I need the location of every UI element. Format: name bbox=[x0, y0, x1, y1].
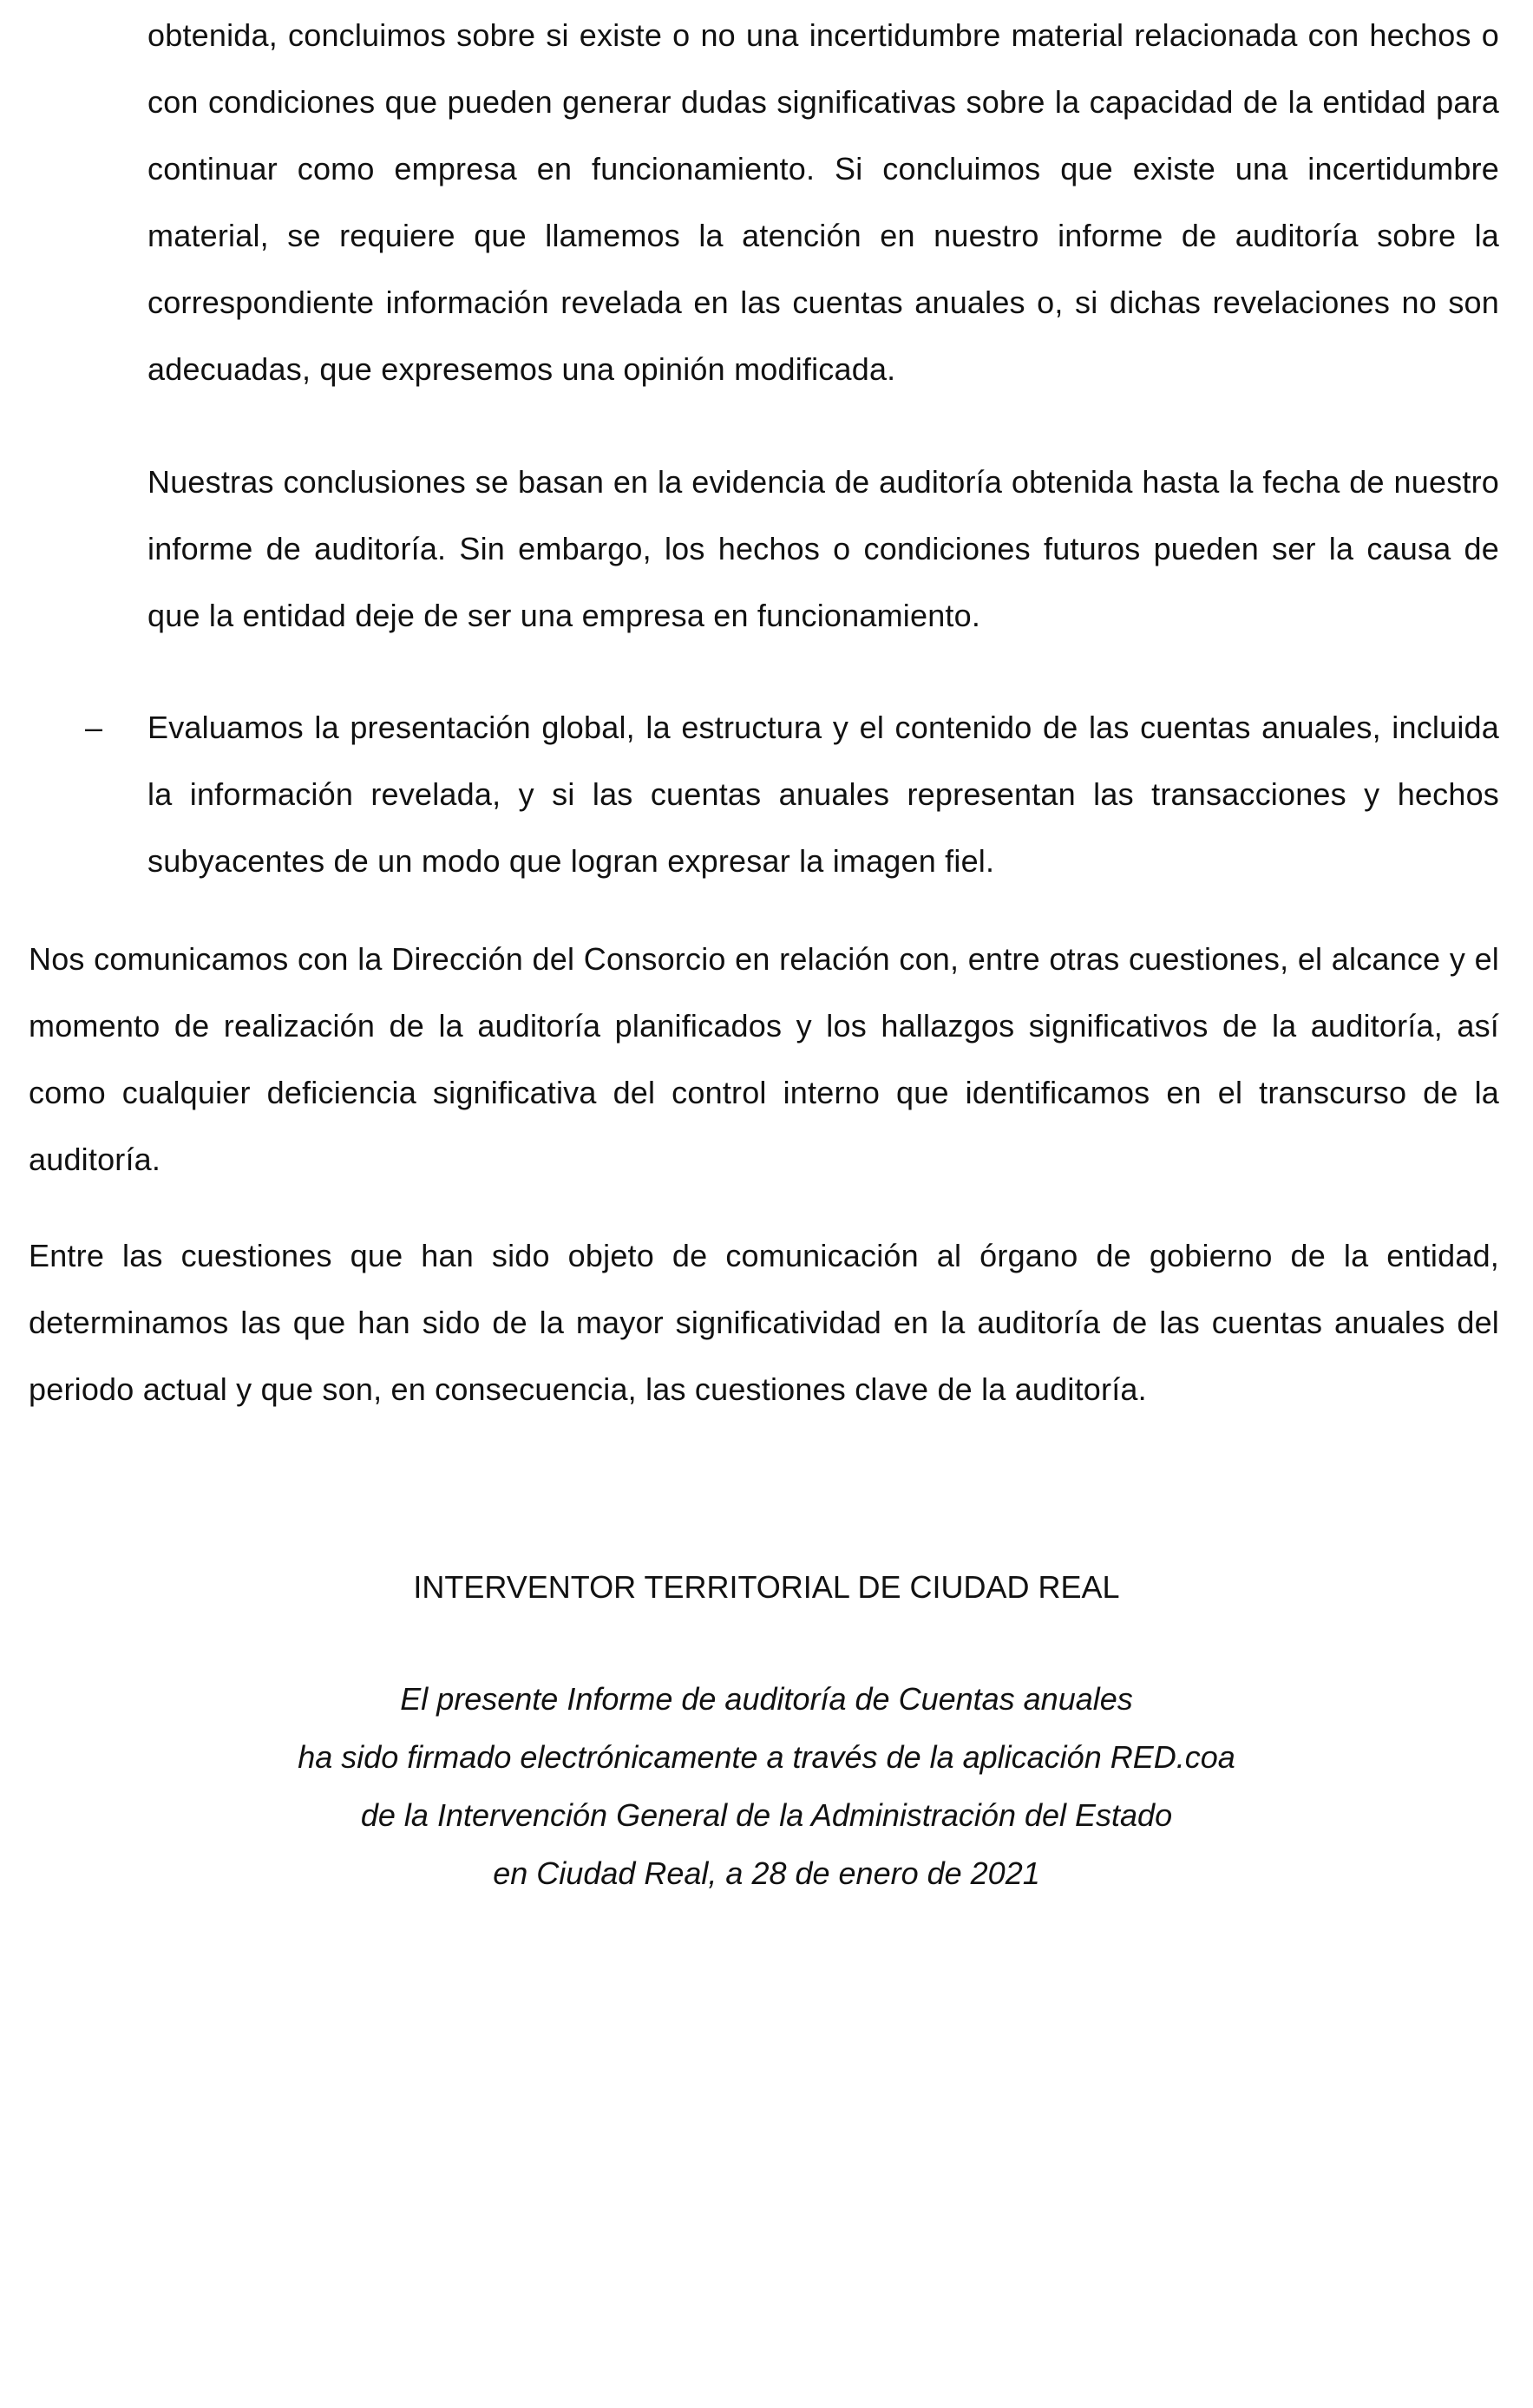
signer-title: INTERVENTOR TERRITORIAL DE CIUDAD REAL bbox=[413, 1569, 1120, 1605]
going-concern-paragraph: obtenida, concluimos sobre si existe o no una incertidumbre material relacionada con hechos o con condiciones que pueden generar dudas significativas sobre la capacidad de la entidad para continuar como empresa en funcionamiento. Si concluimos que existe una incertidumbre material, se requiere que llamemos la atención en nuestro informe de auditoría sobre la correspondiente información revelada en las cuentas anuales o, si dichas revelaciones no son adecuadas, que expresemos una opinión modificada. bbox=[147, 17, 1499, 387]
electronic-signature-note bbox=[0, 1670, 1533, 1902]
signature-note-line: El presente Informe de auditoría de Cuentas anuales bbox=[400, 1681, 1133, 1717]
conclusions-basis-paragraph: Nuestras conclusiones se basan en la evidencia de auditoría obtenida hasta la fecha de nuestro informe de auditoría. Sin embargo, los hechos o condiciones futuros pueden ser la causa de que la entidad deje de ser una empresa en funcionamiento. bbox=[147, 464, 1499, 633]
presentation-evaluation-paragraph: Evaluamos la presentación global, la estructura y el contenido de las cuentas anuales, incluida la información revelada, y si las cuentas anuales representan las transacciones y hechos subyacentes de un modo que logran expresar la imagen fiel. bbox=[147, 710, 1499, 879]
bullet-dash: – bbox=[85, 710, 103, 745]
signature-note-line: ha sido firmado electrónicamente a través de la aplicación RED.coa bbox=[298, 1739, 1235, 1775]
communication-paragraph: Nos comunicamos con la Dirección del Consorcio en relación con, entre otras cuestiones, el alcance y el momento de realización de la auditoría planificados y los hallazgos significativos de la auditoría, así como cualquier deficiencia significativa del control interno que identificamos en el transcurso de la auditoría. bbox=[29, 941, 1499, 1177]
signature-date-line: en Ciudad Real, a 28 de enero de 2021 bbox=[493, 1855, 1040, 1891]
key-matters-paragraph: Entre las cuestiones que han sido objeto de comunicación al órgano de gobierno de la entidad, determinamos las que han sido de la mayor significatividad en la auditoría de las cuentas anuales del periodo actual y que son, en consecuencia, las cuestiones clave de la auditoría. bbox=[29, 1238, 1499, 1407]
signature-note-line: de la Intervención General de la Administración del Estado bbox=[360, 1797, 1173, 1833]
